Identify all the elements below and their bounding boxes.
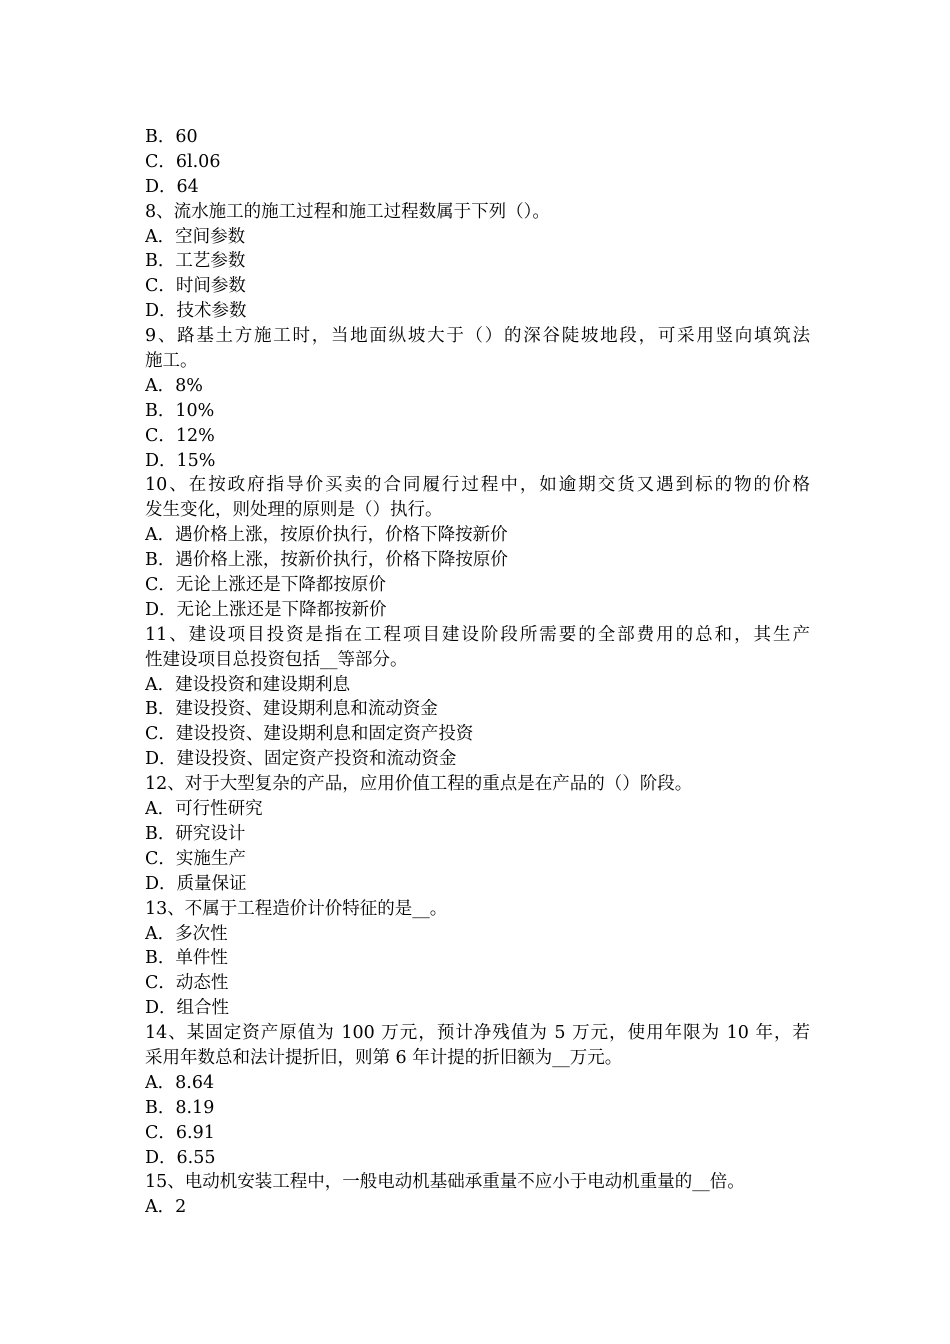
option-c-q9: C．12% — [145, 425, 215, 446]
question-14-line-2: 采用年数总和法计提折旧，则第 6 年计提的折旧额为__万元。 — [145, 1047, 623, 1068]
question-9-line-1: 9、路基土方施工时，当地面纵坡大于（）的深谷陡坡地段，可采用竖向填筑法 — [145, 326, 810, 347]
option-a-q10: A．遇价格上涨，按原价执行，价格下降按新价 — [145, 525, 508, 546]
option-c-q12: C．实施生产 — [145, 848, 246, 869]
option-c-q14: C．6.91 — [145, 1122, 215, 1143]
option-a-q9: A．8% — [145, 375, 203, 396]
option-d-q13: D．组合性 — [145, 998, 230, 1019]
question-13: 13、不属于工程造价计价特征的是__。 — [145, 898, 448, 919]
option-a-q12: A．可行性研究 — [145, 799, 263, 820]
question-14-line-1: 14、某固定资产原值为 100 万元，预计净残值为 5 万元，使用年限为 10 年，若 — [145, 1023, 810, 1044]
question-9-line-2: 施工。 — [145, 351, 198, 372]
option-c-q11: C．建设投资、建设期利息和固定资产投资 — [145, 724, 474, 745]
document-page — [145, 125, 810, 1220]
option-b-q8: B．工艺参数 — [145, 251, 246, 272]
option-b-q11: B．建设投资、建设期利息和流动资金 — [145, 699, 438, 720]
option-a-q13: A．多次性 — [145, 923, 228, 944]
option-d-q12: D．质量保证 — [145, 873, 247, 894]
option-b-q14: B．8.19 — [145, 1097, 215, 1118]
option-b-q13: B．单件性 — [145, 948, 228, 969]
option-b-q9: B．10% — [145, 400, 215, 421]
option-d-q9: D．15% — [145, 450, 216, 471]
question-15: 15、电动机安装工程中，一般电动机基础承重量不应小于电动机重量的__倍。 — [145, 1172, 745, 1193]
option-a-q11: A．建设投资和建设期利息 — [145, 674, 351, 695]
option-a-q8: A．空间参数 — [145, 226, 246, 247]
option-c-q8: C．时间参数 — [145, 276, 246, 297]
question-10-line-1: 10、在按政府指导价买卖的合同履行过程中，如逾期交货又遇到标的物的价格 — [145, 475, 810, 496]
question-12: 12、对于大型复杂的产品，应用价值工程的重点是在产品的（）阶段。 — [145, 774, 693, 795]
option-a-q15: A．2 — [145, 1197, 187, 1218]
option-c-q7: C．6l.06 — [145, 151, 221, 172]
option-a-q14: A．8.64 — [145, 1072, 215, 1093]
question-10-line-2: 发生变化，则处理的原则是（）执行。 — [145, 500, 443, 521]
question-11-line-2: 性建设项目总投资包括__等部分。 — [145, 649, 408, 670]
option-d-q10: D．无论上涨还是下降都按新价 — [145, 599, 387, 620]
option-d-q7: D．64 — [145, 176, 199, 197]
option-c-q13: C．动态性 — [145, 973, 229, 994]
option-b-q10: B．遇价格上涨，按新价执行，价格下降按原价 — [145, 550, 508, 571]
question-8: 8、流水施工的施工过程和施工过程数属于下列（）。 — [145, 201, 550, 222]
option-b-q7: B．60 — [145, 127, 198, 147]
option-d-q14: D．6.55 — [145, 1147, 216, 1168]
question-11-line-1: 11、建设项目投资是指在工程项目建设阶段所需要的全部费用的总和，其生产 — [145, 624, 810, 645]
option-c-q10: C．无论上涨还是下降都按原价 — [145, 575, 386, 596]
option-b-q12: B．研究设计 — [145, 823, 246, 844]
option-d-q11: D．建设投资、固定资产投资和流动资金 — [145, 749, 457, 770]
option-d-q8: D．技术参数 — [145, 301, 247, 322]
